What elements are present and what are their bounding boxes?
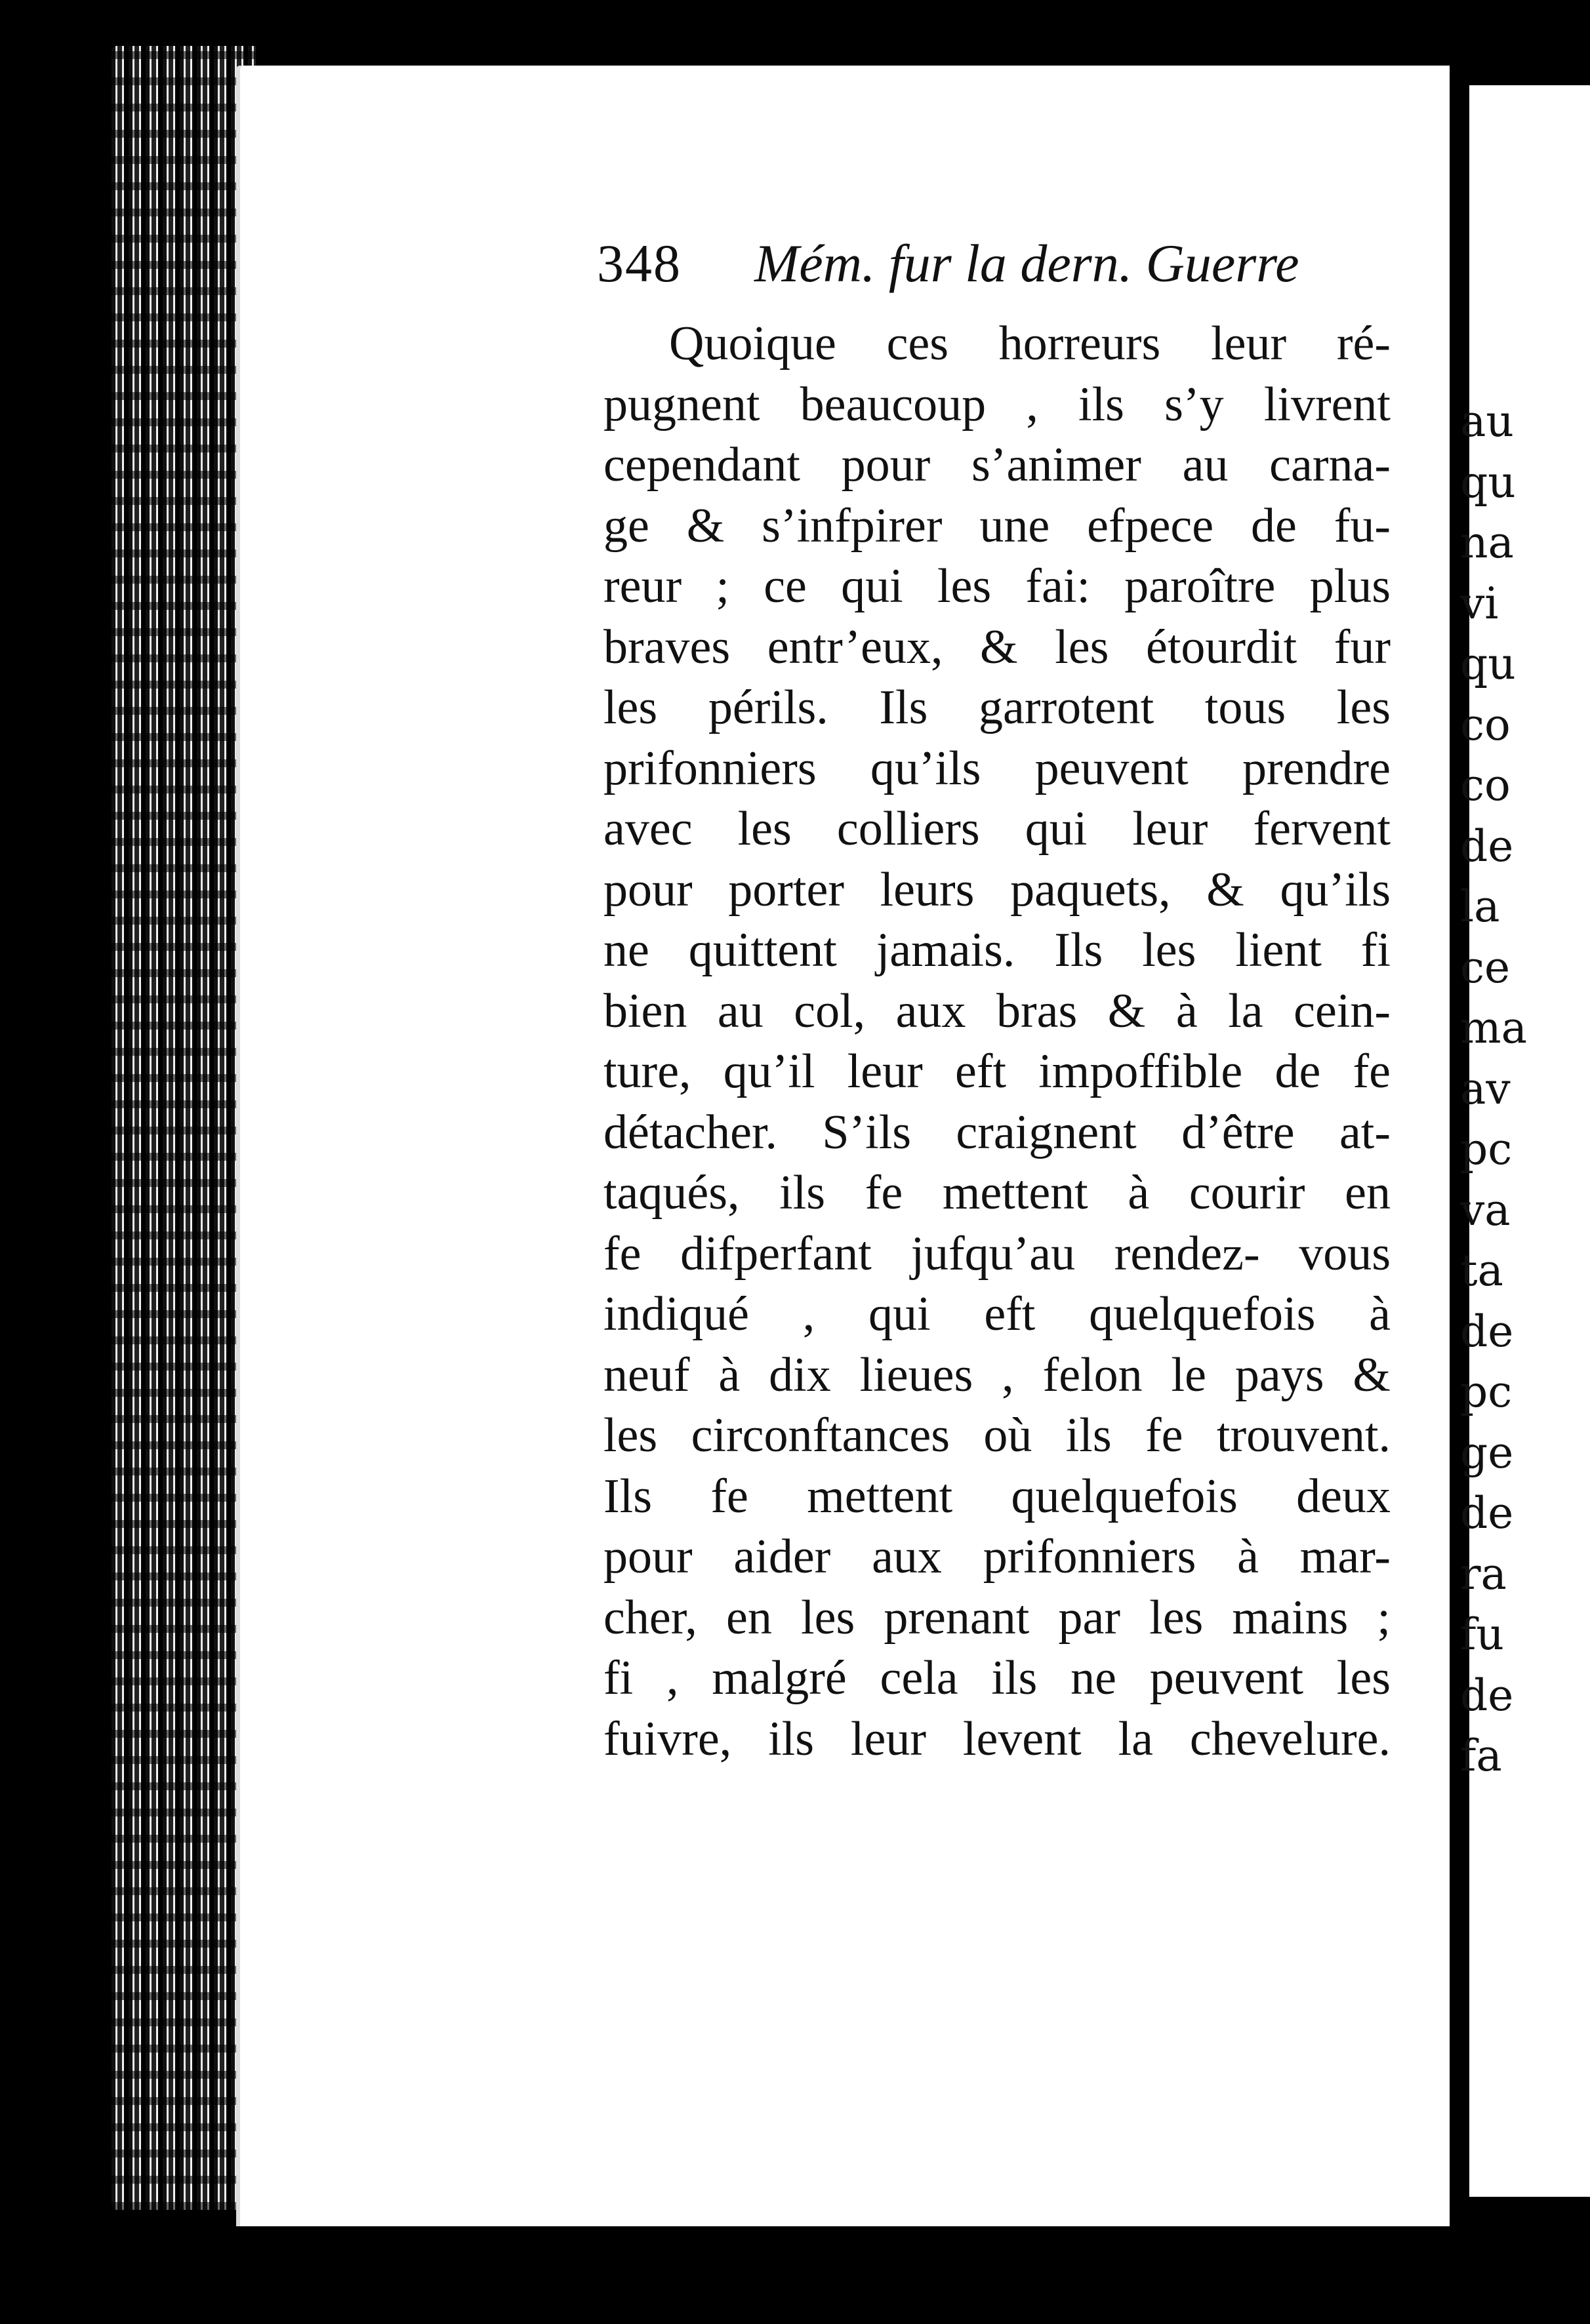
facing-page-fragment: pc (1460, 1124, 1513, 1174)
text-line: fi , malgré cela ils ne peuvent les (603, 1651, 1391, 1705)
facing-page-fragment: ra (1460, 1548, 1507, 1599)
text-line: ture, qu’il leur eft impoffible de fe (603, 1045, 1391, 1098)
running-head (597, 233, 1318, 305)
text-line: pour aider aux prifonniers à mar- (603, 1530, 1391, 1584)
page-number: 348 (597, 233, 682, 293)
text-line: braves entr’eux, & les étourdit fur (603, 620, 1391, 674)
text-line: ge & s’infpirer une efpece de fu- (603, 498, 1391, 553)
text-line: indiqué , qui eft quelquefois à (603, 1287, 1391, 1341)
text-line: les périls. Ils garrotent tous les (603, 681, 1391, 734)
text-line: neuf à dix lieues , felon le pays & (603, 1348, 1391, 1402)
text-line: les circonftances où ils fe trouvent. (603, 1409, 1391, 1462)
facing-page-fragment: ge (1460, 1427, 1514, 1478)
facing-page-fragment: qu (1460, 456, 1516, 508)
facing-page-fragment: de (1460, 1488, 1514, 1538)
text-line: Ils fe mettent quelquefois deux (603, 1469, 1391, 1523)
text-line: pugnent beaucoup , ils s’y livrent (603, 377, 1391, 431)
page-edges (112, 46, 256, 2210)
text-line: cependant pour s’animer au carna- (603, 438, 1391, 492)
facing-page-fragment: na (1460, 517, 1514, 568)
facing-page-fragment: av (1460, 1063, 1511, 1114)
text-line: bien au col, aux bras & à la cein- (603, 984, 1391, 1038)
text-line: fuivre, ils leur levent la chevelure. (603, 1712, 1391, 1766)
facing-page-fragment: de (1460, 820, 1514, 872)
text-line: détacher. S’ils craignent d’être at- (603, 1105, 1391, 1159)
facing-page-fragment: fa (1460, 1731, 1502, 1781)
text-line: taqués, ils fe mettent à courir en (603, 1166, 1391, 1220)
text-line: pour porter leurs paquets, & qu’ils (603, 862, 1391, 917)
facing-page-fragment: au (1460, 396, 1514, 447)
text-line: cher, en les prenant par les mains ; (603, 1590, 1391, 1645)
text-line: fe difperfant jufqu’au rendez- vous (603, 1226, 1391, 1281)
body-text (603, 313, 1391, 1769)
facing-page-fragment: de (1460, 1306, 1514, 1357)
text-line: prifonniers qu’ils peuvent prendre (603, 741, 1391, 795)
facing-page-fragment: pc (1460, 1367, 1513, 1417)
text-line: Quoique ces horreurs leur ré- (669, 317, 1391, 371)
facing-page (1460, 85, 1590, 2197)
facing-page-fragment: qu (1460, 639, 1516, 689)
facing-page-fragment: ma (1460, 1003, 1527, 1053)
facing-page-fragment: fu (1460, 1609, 1504, 1660)
running-title: Mém. fur la dern. Guerre (754, 233, 1299, 293)
text-line: ne quittent jamais. Ils les lient fi (603, 923, 1391, 977)
facing-page-fragment: ta (1460, 1245, 1503, 1296)
facing-page-fragment: co (1460, 699, 1511, 750)
facing-page-fragment: co (1460, 760, 1511, 811)
facing-page-fragment: la (1460, 881, 1500, 932)
text-line: avec les colliers qui leur fervent (603, 802, 1391, 856)
facing-page-fragment: ce (1460, 942, 1511, 993)
facing-page-text (1460, 85, 1590, 2197)
facing-page-fragment: de (1460, 1670, 1514, 1721)
facing-page-fragment: va (1460, 1184, 1511, 1235)
text-line: reur ; ce qui les fai: paroître plus (603, 559, 1391, 613)
facing-page-fragment: vi (1460, 578, 1499, 629)
